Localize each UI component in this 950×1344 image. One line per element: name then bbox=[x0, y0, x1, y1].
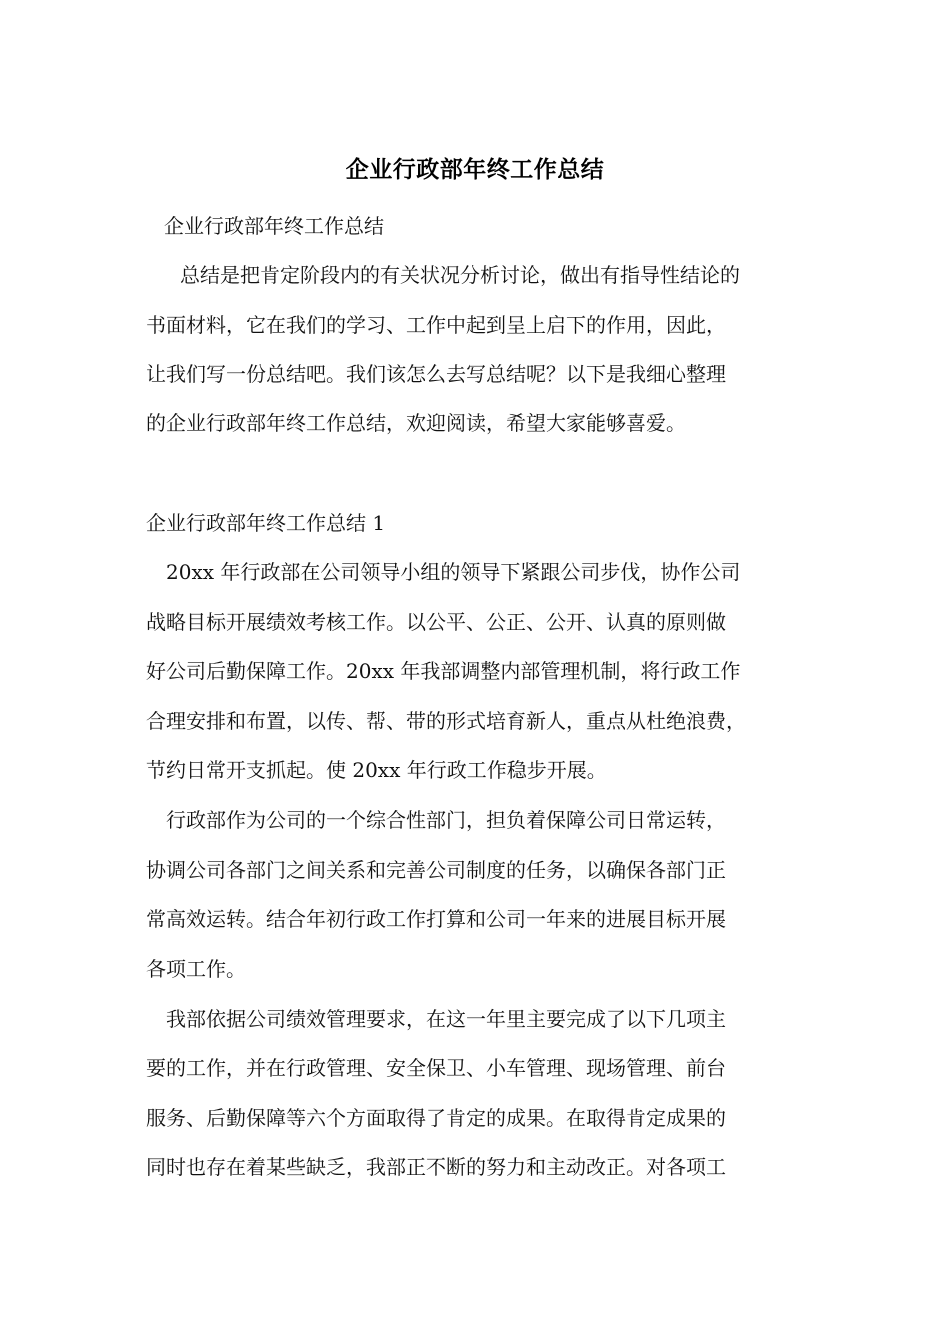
intro-line-1: 总结是把肯定阶段内的有关状况分析讨论，做出有指导性结论的 bbox=[180, 263, 740, 287]
intro-line-4: 的企业行政部年终工作总结，欢迎阅读，希望大家能够喜爱。 bbox=[146, 411, 686, 435]
paragraph-1-line-2: 战略目标开展绩效考核工作。以公平、公正、公开、认真的原则做 bbox=[146, 610, 726, 634]
paragraph-2-line-3: 常高效运转。结合年初行政工作打算和公司一年来的进展目标开展 bbox=[146, 907, 726, 931]
paragraph-2-line-4: 各项工作。 bbox=[146, 957, 246, 981]
paragraph-3-line-3: 服务、后勤保障等六个方面取得了肯定的成果。在取得肯定成果的 bbox=[146, 1106, 726, 1130]
paragraph-3-line-4: 同时也存在着某些缺乏，我部正不断的努力和主动改正。对各项工 bbox=[146, 1155, 726, 1179]
paragraph-1-line-5: 节约日常开支抓起。使 20xx 年行政工作稳步开展。 bbox=[146, 758, 607, 782]
intro-line-3: 让我们写一份总结吧。我们该怎么去写总结呢？以下是我细心整理 bbox=[146, 362, 726, 386]
paragraph-2-line-1: 行政部作为公司的一个综合性部门，担负着保障公司日常运转， bbox=[166, 808, 726, 832]
subtitle-line: 企业行政部年终工作总结 bbox=[164, 214, 384, 238]
paragraph-3-line-1: 我部依据公司绩效管理要求，在这一年里主要完成了以下几项主 bbox=[166, 1007, 726, 1031]
paragraph-3-line-2: 要的工作，并在行政管理、安全保卫、小车管理、现场管理、前台 bbox=[146, 1056, 726, 1080]
paragraph-1-line-3: 好公司后勤保障工作。20xx 年我部调整内部管理机制，将行政工作 bbox=[146, 659, 741, 683]
paragraph-2-line-2: 协调公司各部门之间关系和完善公司制度的任务，以确保各部门正 bbox=[146, 858, 726, 882]
paragraph-1-line-1: 20xx 年行政部在公司领导小组的领导下紧跟公司步伐，协作公司 bbox=[166, 560, 741, 584]
paragraph-1-line-4: 合理安排和布置，以传、帮、带的形式培育新人，重点从杜绝浪费， bbox=[146, 709, 746, 733]
document-title: 企业行政部年终工作总结 bbox=[345, 157, 605, 183]
intro-line-2: 书面材料，它在我们的学习、工作中起到呈上启下的作用，因此， bbox=[146, 313, 726, 337]
section-heading: 企业行政部年终工作总结 1 bbox=[146, 511, 386, 535]
